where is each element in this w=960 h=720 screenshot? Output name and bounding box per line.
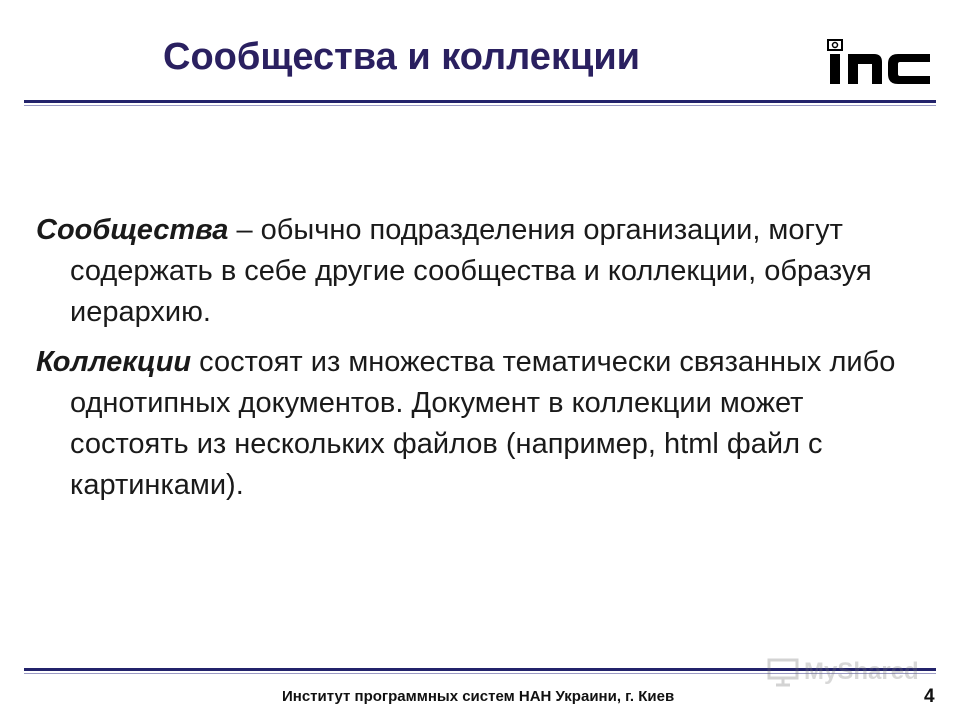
watermark: [766, 657, 919, 687]
text-collections: состоят из множества тематически связанных либо однотипных документов. Документ в коллекции может состоять из нескольких файлов (например, html файл с картинками).: [70, 346, 896, 501]
text-communities: – обычно подразделения организации, могут содержать в себе другие сообщества и коллекции, образуя иерархию.: [70, 214, 872, 328]
slide-title: Сообщества и коллекции: [163, 36, 641, 78]
watermark-text: MyShared: [804, 658, 919, 685]
header-rule: [24, 100, 936, 103]
page-number: 4: [924, 686, 935, 707]
term-communities: Сообщества: [36, 214, 229, 246]
footer-text: Институт программных систем НАН Украини, г. Киев: [282, 688, 675, 705]
presentation-icon: [766, 657, 800, 687]
term-collections: Коллекции: [36, 346, 192, 378]
inc-logo: [826, 38, 932, 86]
header-rule-thin: [24, 105, 936, 106]
paragraph-collections: [36, 342, 926, 506]
slide-body: [36, 210, 926, 515]
paragraph-communities: [36, 210, 926, 333]
